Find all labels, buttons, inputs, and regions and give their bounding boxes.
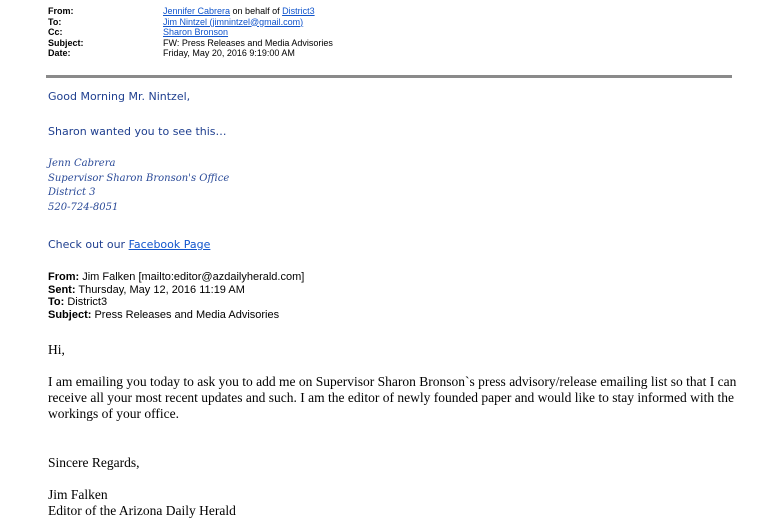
date-row [48,48,333,59]
fwd-sent-value: Thursday, May 12, 2016 11:19 AM [75,283,245,296]
intro-line: Sharon wanted you to see this… [48,125,227,138]
fwd-greeting: Hi, [48,342,65,357]
signature-name: Jenn Cabrera [48,158,116,169]
fwd-sent-label: Sent: [48,283,76,296]
fwd-from-row [48,271,304,284]
from-label: From: [48,6,74,16]
date-label: Date: [48,48,71,58]
signature-block [48,157,229,215]
from-value [163,6,315,17]
checkout-text: Check out our [48,238,129,251]
fwd-to-row [48,296,304,309]
email-header [48,6,333,59]
fwd-signature-name: Jim Falken [48,487,108,502]
on-behalf-text: on behalf of [230,6,283,16]
fwd-signature [48,487,236,519]
signature-office: Supervisor Sharon Bronson's Office [48,172,230,184]
fwd-from-value: Jim Falken [mailto:editor@azdailyherald.com] [79,271,305,283]
fwd-signature-title: Editor of the Arizona Daily Herald [48,503,236,518]
fwd-closing: Sincere Regards, [48,455,140,470]
subject-value: FW: Press Releases and Media Advisories [163,37,333,48]
sender-name-link[interactable]: Jennifer Cabrera [163,6,231,16]
forwarded-header [48,271,304,321]
to-label: To: [48,16,62,27]
cc-row [48,27,333,38]
fwd-sent-row [48,284,304,297]
fwd-from-label: From: [48,271,80,283]
subject-row [48,38,333,49]
fwd-subject-label: Subject: [48,308,92,321]
checkout-line [48,238,210,251]
fwd-subject-row [48,309,304,322]
signature-district: District 3 [48,187,96,198]
sender-group-link[interactable]: District3 [282,6,315,16]
date-value: Friday, May 20, 2016 9:19:00 AM [163,48,295,58]
cc-label: Cc: [48,27,63,37]
subject-label: Subject: [48,37,84,48]
facebook-page-link[interactable]: Facebook Page [128,238,211,251]
recipient-link[interactable]: Jim Nintzel (jimnintzel@gmail.com) [163,16,304,27]
from-row [48,6,333,17]
fwd-to-label: To: [48,296,65,308]
fwd-to-value: District3 [64,296,108,308]
to-row [48,17,333,28]
fwd-body-paragraph: I am emailing you today to ask you to add me on Supervisor Sharon Bronson`s press advisory/release emailing list so that I can receive all your most recent updates and such. I am the editor of newly founded paper and would like to stay informed with the workings of your office. [48,374,737,421]
header-divider [46,75,732,78]
greeting: Good Morning Mr. Nintzel, [48,90,191,103]
cc-link[interactable]: Sharon Bronson [163,27,229,37]
fwd-subject-value: Press Releases and Media Advisories [91,308,280,321]
signature-phone: 520-724-8051 [48,201,119,213]
